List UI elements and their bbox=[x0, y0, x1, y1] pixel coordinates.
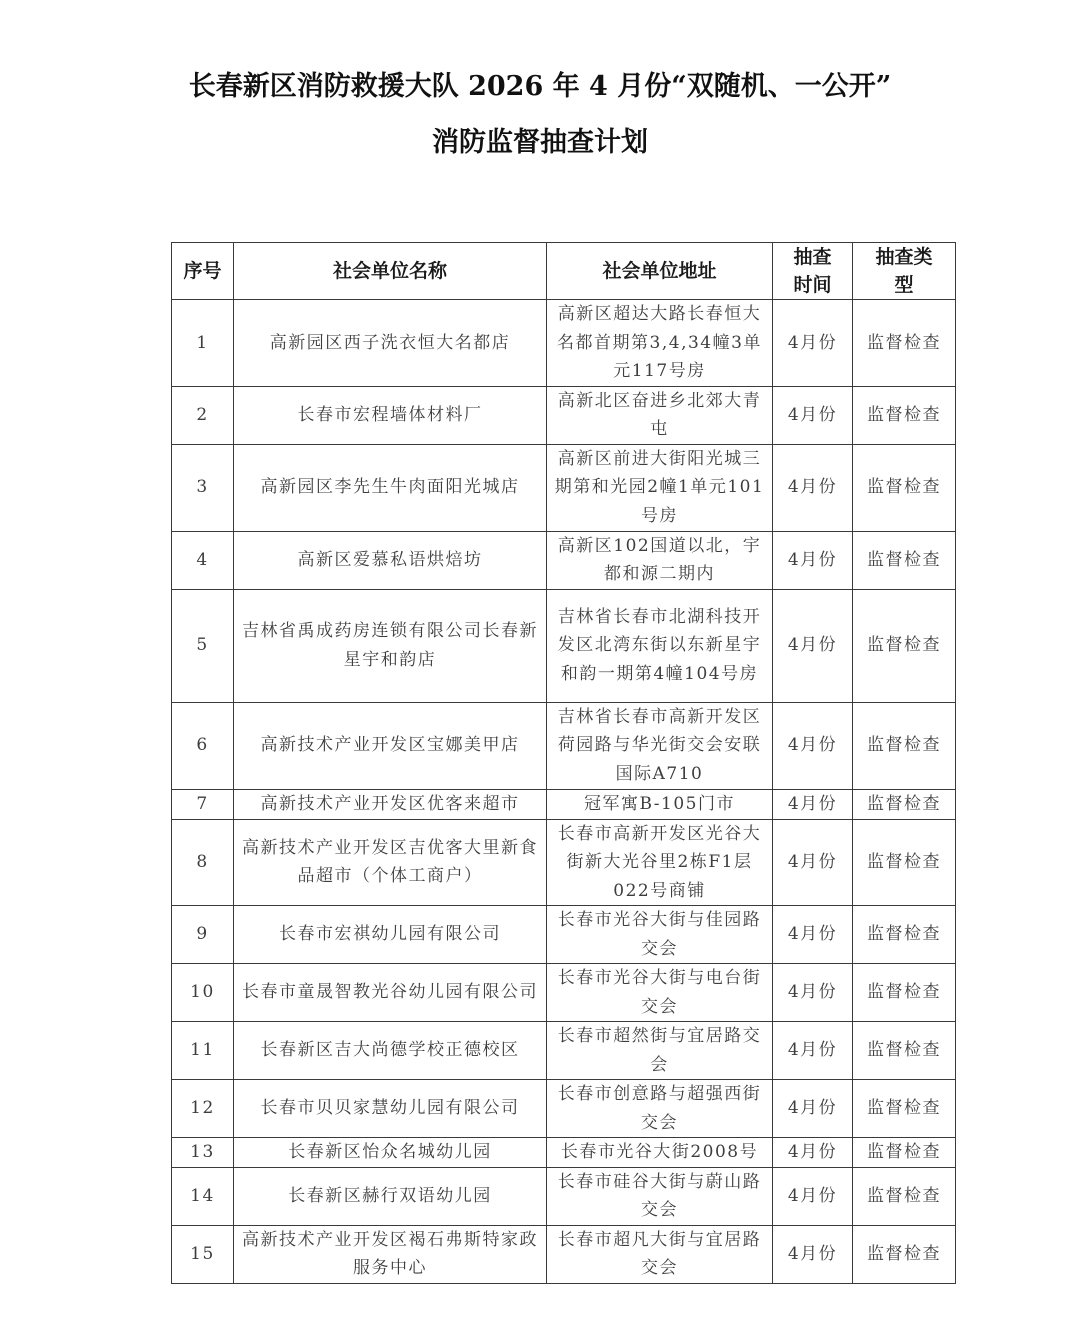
cell-index: 6 bbox=[172, 702, 234, 789]
cell-unit-name: 高新技术产业开发区优客来超市 bbox=[234, 789, 547, 819]
cell-unit-address: 高新区前进大街阳光城三期第和光园2幢1单元101号房 bbox=[547, 444, 773, 531]
cell-index: 2 bbox=[172, 386, 234, 444]
cell-unit-address: 高新北区奋进乡北郊大青屯 bbox=[547, 386, 773, 444]
cell-check-time: 4月份 bbox=[773, 819, 853, 906]
table-row bbox=[172, 1022, 956, 1080]
cell-check-time: 4月份 bbox=[773, 444, 853, 531]
table-row bbox=[172, 531, 956, 589]
cell-unit-address: 高新区超达大路长春恒大名都首期第3,4,34幢3单元117号房 bbox=[547, 300, 773, 387]
cell-index: 15 bbox=[172, 1225, 234, 1283]
cell-check-time: 4月份 bbox=[773, 964, 853, 1022]
cell-check-type: 监督检查 bbox=[853, 1080, 956, 1138]
cell-unit-address: 长春市光谷大街2008号 bbox=[547, 1138, 773, 1168]
header-check-time: 抽查时间 bbox=[773, 243, 853, 300]
table-row bbox=[172, 1225, 956, 1283]
cell-unit-address: 高新区102国道以北，宇都和源二期内 bbox=[547, 531, 773, 589]
cell-unit-name: 长春市贝贝家慧幼儿园有限公司 bbox=[234, 1080, 547, 1138]
cell-check-type: 监督检查 bbox=[853, 702, 956, 789]
cell-check-time: 4月份 bbox=[773, 300, 853, 387]
cell-index: 3 bbox=[172, 444, 234, 531]
cell-unit-name: 高新技术产业开发区吉优客大里新食品超市（个体工商户） bbox=[234, 819, 547, 906]
cell-index: 11 bbox=[172, 1022, 234, 1080]
cell-unit-name: 高新技术产业开发区宝娜美甲店 bbox=[234, 702, 547, 789]
cell-check-type: 监督检查 bbox=[853, 1225, 956, 1283]
cell-check-time: 4月份 bbox=[773, 1138, 853, 1168]
table-row bbox=[172, 1167, 956, 1225]
table-body bbox=[172, 300, 956, 1284]
cell-unit-address: 长春市高新开发区光谷大街新大光谷里2栋F1层022号商铺 bbox=[547, 819, 773, 906]
cell-unit-address: 长春市创意路与超强西街交会 bbox=[547, 1080, 773, 1138]
cell-unit-address: 长春市光谷大街与电台街交会 bbox=[547, 964, 773, 1022]
cell-index: 5 bbox=[172, 589, 234, 702]
cell-check-time: 4月份 bbox=[773, 1022, 853, 1080]
header-index: 序号 bbox=[172, 243, 234, 300]
cell-check-type: 监督检查 bbox=[853, 300, 956, 387]
document-title-line2: 消防监督抽查计划 bbox=[432, 127, 648, 158]
cell-index: 7 bbox=[172, 789, 234, 819]
document-title-line1: 长春新区消防救援大队 2026 年 4 月份“双随机、一公开” bbox=[188, 71, 892, 102]
table-row bbox=[172, 444, 956, 531]
table-row bbox=[172, 589, 956, 702]
cell-index: 14 bbox=[172, 1167, 234, 1225]
cell-index: 13 bbox=[172, 1138, 234, 1168]
cell-unit-name: 长春市童晟智教光谷幼儿园有限公司 bbox=[234, 964, 547, 1022]
cell-unit-name: 长春新区怡众名城幼儿园 bbox=[234, 1138, 547, 1168]
cell-unit-address: 长春市硅谷大街与蔚山路交会 bbox=[547, 1167, 773, 1225]
cell-index: 12 bbox=[172, 1080, 234, 1138]
cell-unit-address: 吉林省长春市北湖科技开发区北湾东街以东新星宇和韵一期第4幢104号房 bbox=[547, 589, 773, 702]
table-row bbox=[172, 789, 956, 819]
cell-check-type: 监督检查 bbox=[853, 1138, 956, 1168]
cell-unit-name: 高新园区李先生牛肉面阳光城店 bbox=[234, 444, 547, 531]
cell-unit-address: 长春市超凡大街与宜居路交会 bbox=[547, 1225, 773, 1283]
cell-index: 8 bbox=[172, 819, 234, 906]
cell-index: 9 bbox=[172, 906, 234, 964]
table-row bbox=[172, 1138, 956, 1168]
cell-check-time: 4月份 bbox=[773, 589, 853, 702]
cell-index: 10 bbox=[172, 964, 234, 1022]
cell-check-time: 4月份 bbox=[773, 789, 853, 819]
cell-check-type: 监督检查 bbox=[853, 789, 956, 819]
header-unit-name: 社会单位名称 bbox=[234, 243, 547, 300]
cell-unit-address: 冠军寓B-105门市 bbox=[547, 789, 773, 819]
table-row bbox=[172, 819, 956, 906]
cell-check-type: 监督检查 bbox=[853, 531, 956, 589]
inspection-plan-table bbox=[171, 242, 956, 1284]
cell-check-type: 监督检查 bbox=[853, 386, 956, 444]
cell-unit-address: 长春市超然街与宜居路交会 bbox=[547, 1022, 773, 1080]
table-row bbox=[172, 386, 956, 444]
cell-check-type: 监督检查 bbox=[853, 1167, 956, 1225]
cell-unit-address: 长春市光谷大街与佳园路交会 bbox=[547, 906, 773, 964]
table-row bbox=[172, 1080, 956, 1138]
cell-check-time: 4月份 bbox=[773, 1080, 853, 1138]
cell-unit-address: 吉林省长春市高新开发区荷园路与华光街交会安联国际A710 bbox=[547, 702, 773, 789]
cell-check-time: 4月份 bbox=[773, 386, 853, 444]
cell-check-type: 监督检查 bbox=[853, 444, 956, 531]
cell-check-type: 监督检查 bbox=[853, 964, 956, 1022]
cell-check-type: 监督检查 bbox=[853, 819, 956, 906]
table-row bbox=[172, 964, 956, 1022]
cell-unit-name: 高新区爱慕私语烘焙坊 bbox=[234, 531, 547, 589]
cell-unit-name: 长春市宏程墙体材料厂 bbox=[234, 386, 547, 444]
cell-index: 1 bbox=[172, 300, 234, 387]
cell-check-time: 4月份 bbox=[773, 702, 853, 789]
header-unit-address: 社会单位地址 bbox=[547, 243, 773, 300]
cell-unit-name: 长春新区赫行双语幼儿园 bbox=[234, 1167, 547, 1225]
cell-check-type: 监督检查 bbox=[853, 1022, 956, 1080]
cell-check-type: 监督检查 bbox=[853, 589, 956, 702]
cell-check-type: 监督检查 bbox=[853, 906, 956, 964]
table-header-row bbox=[172, 243, 956, 300]
table-row bbox=[172, 300, 956, 387]
cell-index: 4 bbox=[172, 531, 234, 589]
cell-check-time: 4月份 bbox=[773, 1225, 853, 1283]
header-check-type: 抽查类型 bbox=[853, 243, 956, 300]
cell-check-time: 4月份 bbox=[773, 906, 853, 964]
cell-check-time: 4月份 bbox=[773, 531, 853, 589]
cell-unit-name: 长春市宏祺幼儿园有限公司 bbox=[234, 906, 547, 964]
cell-check-time: 4月份 bbox=[773, 1167, 853, 1225]
cell-unit-name: 吉林省禹成药房连锁有限公司长春新星宇和韵店 bbox=[234, 589, 547, 702]
cell-unit-name: 高新园区西子洗衣恒大名都店 bbox=[234, 300, 547, 387]
table-row bbox=[172, 702, 956, 789]
cell-unit-name: 高新技术产业开发区褐石弗斯特家政服务中心 bbox=[234, 1225, 547, 1283]
cell-unit-name: 长春新区吉大尚德学校正德校区 bbox=[234, 1022, 547, 1080]
table-row bbox=[172, 906, 956, 964]
